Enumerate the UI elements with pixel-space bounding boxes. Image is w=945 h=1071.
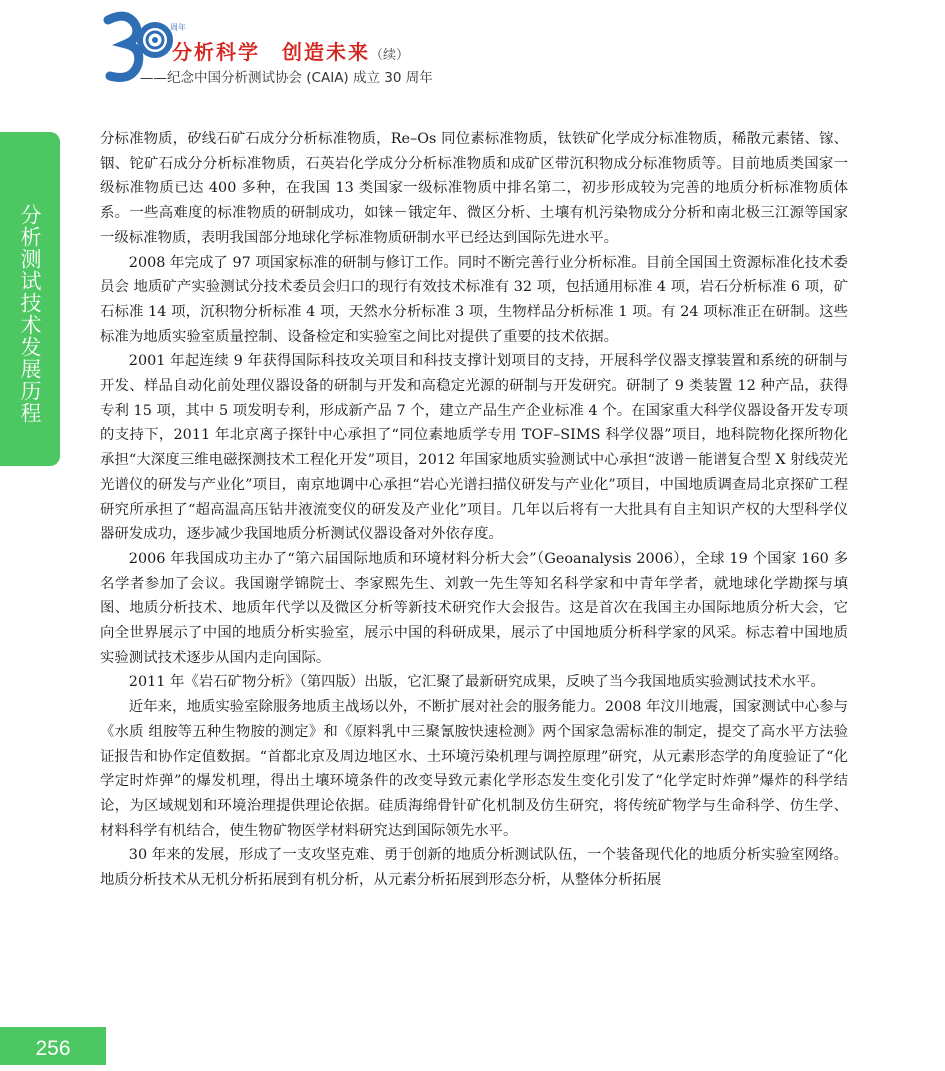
paragraph: 2008 年完成了 97 项国家标准的研制与修订工作。同时不断完善行业分析标准。目前全国国土资源标准化技术委员会 地质矿产实验测试分技术委员会归口的现行有效技术标准有 32 项，包括通用标准 4 项，岩石分析标准 6 项，矿石标准 14 项，沉积物分析标准 4 项，天然水分析标准 3 项，生物样品分析标准 1 项。有 24 项标准正在研制。这些标准为地质实验室质量控制、设备检定和实验室之间比对提供了重要的技术依据。	[100, 254, 848, 345]
chapter-side-tab	[0, 132, 60, 466]
paragraph: 2011 年《岩石矿物分析》（第四版）出版，它汇聚了最新研究成果，反映了当今我国地质实验测试技术水平。	[128, 674, 825, 691]
anniversary-label: 周年	[170, 23, 186, 32]
slogan-text: 分析科学 创造未来	[172, 40, 370, 64]
header-slogan	[172, 36, 409, 65]
paragraph: 30 年来的发展，形成了一支攻坚克难、勇于创新的地质分析测试队伍，一个装备现代化的地质分析实验室网络。地质分析技术从无机分析拓展到有机分析，从元素分析拓展到形态分析，从整体分析拓展	[100, 847, 848, 889]
chapter-side-tab-label: 分析测试技术发展历程	[18, 204, 42, 424]
paragraph: 近年来，地质实验室除服务地质主战场以外，不断扩展对社会的服务能力。2008 年汶川地震，国家测试中心参与《水质 组胺等五种生物胺的测定》和《原料乳中三聚氰胺快速检测》两个国家急需标准的制定，提交了高水平方法验证报告和协作定值数据。“首都北京及周边地区水、土环境污染机理与调控原理”研究，从元素形态学的角度验证了“化学定时炸弹”的爆发机理，得出土壤环境条件的改变导致元素化学形态发生变化引发了“化学定时炸弹”爆炸的科学结论，为区域规划和环境治理提供理论依据。硅质海绵骨针矿化机制及仿生研究，将传统矿物学与生命科学、仿生学、材料科学有机结合，使生物矿物医学材料研究达到国际领先水平。	[100, 699, 848, 839]
paragraph: 分标准物质，矽线石矿石成分分析标准物质，Re–Os 同位素标准物质，钛铁矿化学成分标准物质，稀散元素锗、镓、铟、铊矿石成分分析标准物质，石英岩化学成分分析标准物质和成矿区带沉积物成分标准物质等。目前地质类国家一级标准物质已达 400 多种，在我国 13 类国家一级标准物质中排名第二，初步形成较为完善的地质分析标准物质体系。一些高难度的标准物质的研制成功，如铼－锇定年、微区分析、土壤有机污染物成分分析和南北极三江源等国家一级标准物质，表明我国部分地球化学标准物质研制水平已经达到国际先进水平。	[100, 131, 848, 246]
paragraph: 2006 年我国成功主办了“第六届国际地质和环境材料分析大会”（Geoanalysis 2006），全球 19 个国家 160 多名学者参加了会议。我国谢学锦院士、李家熙先生、刘敦一先生等知名科学家和中青年学者，就地球化学勘探与填图、地质分析技术、地质年代学以及微区分析等新技术研究作大会报告。这是首次在我国主办国际地质分析大会，它向全世界展示了中国的地质分析实验室，展示中国的科研成果，展示了中国地质分析科学家的风采。标志着中国地质实验测试技术逐步从国内走向国际。	[100, 550, 848, 666]
paragraph: 2001 年起连续 9 年获得国际科技攻关项目和科技支撑计划项目的支持，开展科学仪器支撑装置和系统的研制与开发、样品自动化前处理仪器设备的研制与开发和高稳定光源的研制与开发研究。研制了 9 类装置 12 种产品，获得专利 15 项，其中 5 项发明专利，形成新产品 7 个，建立产品生产企业标准 4 个。在国家重大科学仪器设备开发专项的支持下，2011 年北京离子探针中心承担了“同位素地质学专用 TOF–SIMS 科学仪器”项目，地科院物化探所物化承担“大深度三维电磁探测技术工程化开发”项目，2012 年国家地质实验测试中心承担“波谱－能谱复合型 X 射线荧光光谱仪的研发与产业化”项目，南京地调中心承担“岩心光谱扫描仪研发与产业化”项目，中国地质调查局北京探矿工程研究所承担了“超高温高压钻井液流变仪的研发及产业化”项目。几年以后将有一大批具有自主知识产权的大型科学仪器研发成功，逐步减少我国地质分析测试仪器设备对外依存度。	[100, 353, 848, 543]
article-body	[100, 127, 848, 893]
slogan-continued: （续）	[370, 48, 410, 63]
header-subtitle: ——纪念中国分析测试协会 (CAIA) 成立 30 周年	[140, 70, 433, 86]
page-header	[100, 10, 520, 90]
page-number: 256	[35, 1037, 71, 1060]
